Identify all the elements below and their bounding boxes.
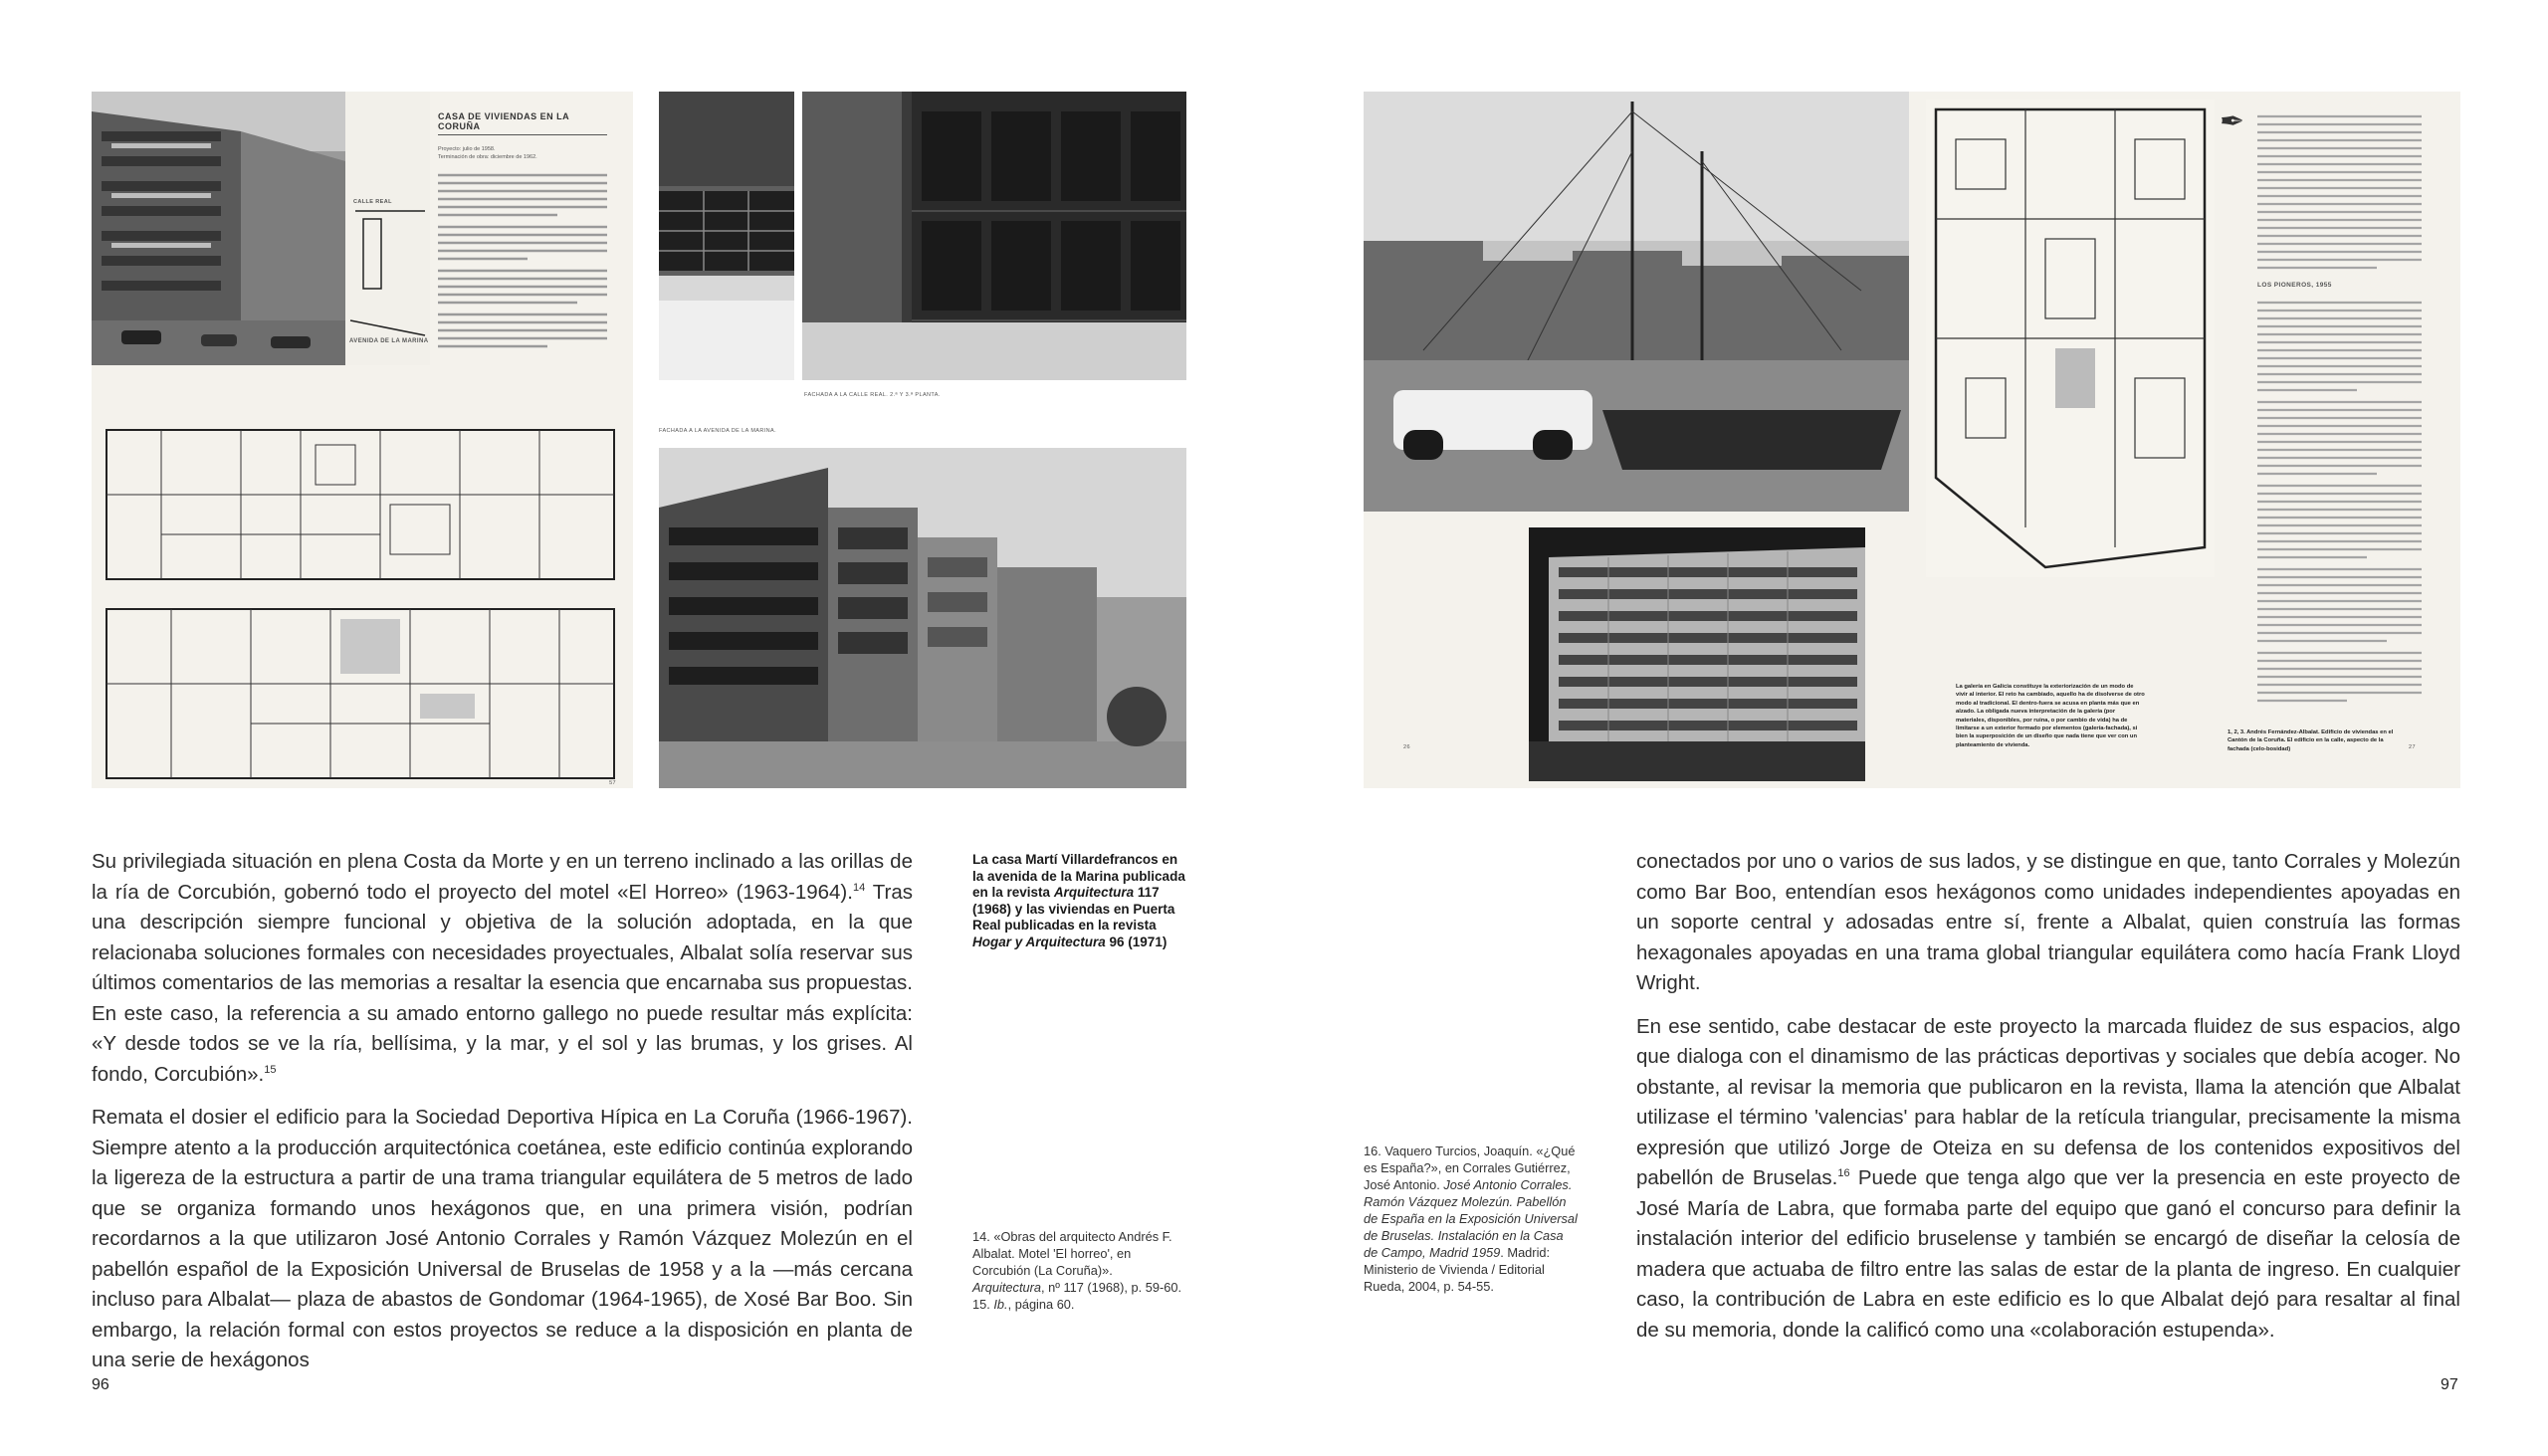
footnote-14-text-a: 14. «Obras del arquitecto Andrés F. Albalat. Motel 'El horreo', en Corcubión (La Coruña)». [972,1229,1172,1278]
paragraph-valencias [1636,1012,2460,1347]
paragraph-1-text-a: Su privilegiada situación en plena Costa da Morte y en un terreno inclinado a las orillas de la ría de Corcubión, gobernó todo el proyecto del motel «El Horreo» (1963-1964). [92,850,913,904]
footnote-16 [1364,1143,1578,1295]
magazine-galeria-caption: La galería en Galicia constituye la exteriorización de un modo de vivir al interior. El reto ha cambiado, aquello ha de disolverse de otro modo al tradicional. El dentro-fuera se acusa en planta más que en alzado. La obligada nueva interpretación de la galería (por materiales, disponibles, por ruina, o por cambio de vida) ha de limitarse a un exterior formado por elementos (galería-fachada), si bien la superposición de un diseño que nada tiene que ver con un planteamiento de vivienda. [1956,684,2145,748]
street-photo-avenida-marina [92,92,345,365]
footnote-15-ib: Ib. [993,1297,1008,1312]
footnote-16-text-b: . Madrid: Ministerio de Vivienda / Editorial Rueda, 2004, p. 54-55. [1364,1245,1551,1294]
caption-journal-arquitectura: Arquitectura [1053,885,1135,900]
magazine-dates-2: Terminación de obra: diciembre de 1962. [438,154,537,161]
caption-journal-hogar: Hogar y Arquitectura [972,934,1106,949]
page-number-right: 97 [2441,1376,2458,1393]
floor-plans-drawing [102,425,624,788]
street-label-avenida-marina: AVENIDA DE LA MARINA [349,338,429,344]
paragraph-2-text-b: Puede que tenga algo que ver la presencia en este proyecto de José María de Labra, que formaba parte del equipo que ganó el concurso para definir la instalación interior del edificio bruselense y también se encargó de diseñar la celosía de madera que actuaba de filtro entre las salas de estar de la planta de ingreso. En cualquier caso, la contribución de Labra en este edificio es lo que Albalat dejó para resaltar al final de su memoria, donde la calificó como una «colaboración estupenda». [1636,1166,2460,1342]
magazine-right-text-lines-2 [2228,299,2422,707]
caption-text-part2: 117 (1968) y las viviendas en Puerta Real publicadas en la revista [972,885,1175,933]
page-number-left: 96 [92,1376,109,1393]
magazine-text-lines [438,169,607,358]
facade-closeup-photo [659,92,794,380]
paragraph-2-text-a: En ese sentido, cabe destacar de este proyecto la marcada fluidez de sus espacios, algo que dialoga con el dinamismo de las prácticas deportivas y sociales que debía acoger. No obstante, al revisar la memoria que publicaron en la revista, llama la atención que Albalat utilizase el término 'valencias' para hablar de la retícula triangular, precisamente la misma expresión que utilizó Jorge de Oteiza en su defensa de los contenidos expositivos del pabellón de Bruselas. [1636,1014,2460,1189]
footnote-ref-15[interactable]: 15 [264,1063,277,1076]
magazine-article-column [438,111,607,370]
magazine-section-title: LOS PIONEROS, 1955 [2257,282,2332,289]
caption-text-part1: La casa Martí Villardefrancos en la avenida de la Marina publicada en la revista [972,852,1185,900]
paragraph-hexagons: conectados por uno o varios de sus lados, y se distingue en que, tanto Corrales y Molezún como Bar Boo, entendían esos hexágonos como unidades independientes apoyadas en un soporte central y adosadas entre sí, frente a Albalat, quien construía las formas hexagonales apoyadas en una trama global triangular equilátera como hacía Frank Lloyd Wright. [1636,850,2460,994]
feather-pen-icon: ✒ [2220,105,2245,138]
footnote-16-text-a: 16. Vaquero Turcios, Joaquín. «¿Qué es España?», en Corrales Gutiérrez, José Antonio. [1364,1144,1576,1192]
photo-caption-avenida-marina: FACHADA A LA AVENIDA DE LA MARINA. [659,428,777,434]
magazine-dates-1: Proyecto: julio de 1958. [438,146,496,152]
left-page-body-text [92,847,913,1389]
footnote-15-text-a: 15. [972,1297,994,1312]
street-label-calle-real: CALLE REAL [353,199,392,205]
magazine-column-right [2220,104,2422,562]
footnote-16-title: José Antonio Corrales. Ramón Vázquez Molezún. Pabellón de España en la Exposición Universal de Bruselas. Instalación en la Casa de Campo, Madrid 1959 [1364,1177,1578,1260]
figure-caption [972,852,1186,950]
footnote-14-journal: Arquitectura [972,1280,1041,1295]
hexagonal-floor-plan [1926,100,2215,577]
galleries-closeup-photo [802,92,1186,398]
magazine-page-mark-27: 27 [2409,744,2416,750]
footnote-15-text-b: , página 60. [1007,1297,1075,1312]
footnote-15 [972,1296,1186,1313]
magazine-heading: CASA DE VIVIENDAS EN LA CORUÑA [438,111,607,135]
magazine-right-text-lines-1 [2228,112,2422,297]
street-buildings-photo [659,448,1186,788]
magazine-plate-caption: 1, 2, 3. Andrés Fernández-Albalat. Edificio de viviendas en el Cantón de la Coruña. El edificio en la calle, aspecto de la fachada (celo-bosidad) [2228,729,2394,752]
paragraph-1-text-b: Tras una descripción siempre funcional y objetiva de la solución adoptada, en la que relacionaba soluciones formales con necesidades proyectuales, Albalat solía reservar sus últimos comentarios de las memorias a resaltar la esencia que encarnaba sus propuestas. En este caso, la referencia a su amado entorno gallego no puede resultar más explícita: «Y desde todos se ve la ría, bellísima, y la mar, y el sol y las brumas, y los grises. Al fondo, Corcubión». [92,880,913,1086]
footnote-ref-16[interactable]: 16 [1837,1167,1850,1180]
footnotes-left [972,1228,1186,1313]
magazine-page-mark-26: 26 [1403,744,1410,750]
caption-text-part3: 96 (1971) [1105,934,1168,949]
paragraph-motel-horreo [92,847,913,1090]
magazine-page-mark-57: 57 [609,780,616,786]
paragraph-hipica: Remata el dosier el edificio para la Sociedad Deportiva Hípica en La Coruña (1966-1967). Siempre atento a la producción arquitectónica coetánea, este edificio continúa explorando la ligereza de la estructura a partir de una trama triangular equilátera de 5 metros de lado que se organiza formando unos hexágonos que, en una primera visión, podrían recordarnos a la que utilizaron José Antonio Corrales y Ramón Vázquez Molezún en el pabellón español de la Exposición Universal de Bruselas de 1958 y a la —más cercana incluso para Albalat— plaza de abastos de Gondomar (1964-1965), de Xosé Bar Boo. Sin embargo, la relación formal con estos proyectos se reduce a la disposición en planta de una serie de hexágonos [92,1106,913,1371]
galleries-facade-photo-right [1529,527,1865,781]
magazine-spread-left [92,92,633,788]
footnote-14 [972,1228,1186,1296]
right-page-body-text [1636,847,2460,1358]
harbour-sailboats-photo [1364,92,1909,512]
footnote-ref-14[interactable]: 14 [852,881,866,894]
site-plan-sketch [345,92,430,365]
footnote-14-text-b: , nº 117 (1968), p. 59-60. [1041,1280,1182,1295]
photo-caption-calle-real: FACHADA A LA CALLE REAL. 2.ª Y 3.ª PLANTA. [804,392,941,398]
